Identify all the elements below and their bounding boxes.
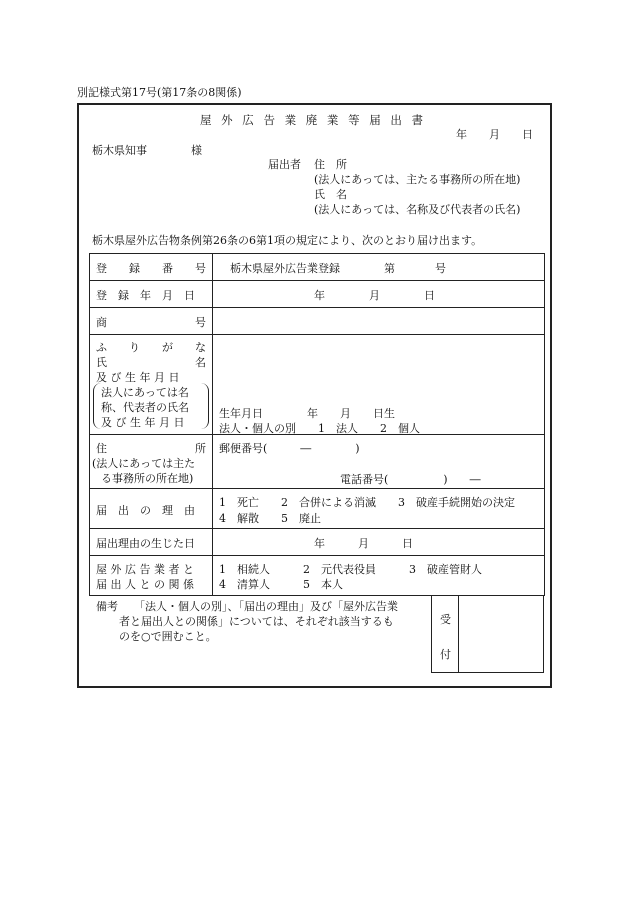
remarks-text: 者と届出人との関係」については、それぞれ該当するも xyxy=(119,615,394,628)
table-column-divider xyxy=(212,253,213,595)
reg-date-value: 年 月 日 xyxy=(314,289,435,302)
address-note: る事務所の所在地) xyxy=(101,472,194,485)
remarks-text: 「法人・個人の別」、「届出の理由」及び「屋外広告業 xyxy=(134,600,398,613)
table-hline xyxy=(89,555,545,556)
intro-text: 栃木県屋外広告物条例第26条の6第1項の規定により、次のとおり届け出ます。 xyxy=(92,234,483,247)
address-label: 住 所 xyxy=(96,442,206,455)
trade-name-label: 商 号 xyxy=(96,316,206,329)
applicant-name-label: 氏 名 xyxy=(314,188,347,201)
applicant-label: 届出者 xyxy=(268,158,301,171)
corporate-note-line: 称、代表者の氏名 xyxy=(101,401,189,414)
table-border-left xyxy=(89,253,90,595)
relation-label: 屋 外 広 告 業 者 と xyxy=(96,563,194,576)
reason-options: 4 解散 5 廃止 xyxy=(219,512,321,525)
form-number-note: 別記様式第17号(第17条の8関係) xyxy=(77,86,242,99)
table-hline xyxy=(89,334,545,335)
reg-date-label: 登 録 年 月 日 xyxy=(96,289,195,302)
receipt-divider xyxy=(458,595,459,673)
table-border-right xyxy=(544,253,545,595)
reg-number-prefix: 栃木県屋外広告業登録 xyxy=(230,262,340,275)
table-hline xyxy=(89,528,545,529)
reason-options: 1 死亡 2 合併による消滅 3 破産手続開始の決定 xyxy=(219,496,515,509)
entity-type-field: 法人・個人の別 1 法人 2 個人 xyxy=(219,422,420,435)
date-line: 年 月 日 xyxy=(456,128,533,141)
birth-date-field: 生年月日 年 月 日生 xyxy=(219,407,395,420)
table-hline xyxy=(89,307,545,308)
remarks-label: 備考 xyxy=(96,600,118,613)
reg-number-go: 号 xyxy=(435,262,446,275)
phone-field: 電話番号( ) ― xyxy=(340,473,481,486)
table-hline xyxy=(89,280,545,281)
applicant-address-note: (法人にあっては、主たる事務所の所在地) xyxy=(314,173,521,186)
form-title: 屋 外 広 告 業 廃 業 等 届 出 書 xyxy=(200,113,427,127)
addressee: 栃木県知事 様 xyxy=(92,144,202,157)
reason-label: 届 出 の 理 由 xyxy=(96,504,195,517)
table-hline xyxy=(89,253,545,254)
relation-options: 1 相続人 2 元代表役員 3 破産管財人 xyxy=(219,563,482,576)
postal-code-field: 郵便番号( ― ) xyxy=(219,442,360,455)
receipt-char: 受 xyxy=(440,613,451,626)
relation-label: 届 出 人 と の 関 係 xyxy=(96,578,194,591)
remarks-text: のを○で囲むこと。 xyxy=(119,630,217,643)
corporate-note-line: 法人にあっては名 xyxy=(101,386,189,399)
applicant-name-note: (法人にあっては、名称及び代表者の氏名) xyxy=(314,203,521,216)
address-note: (法人にあっては主た xyxy=(92,457,196,470)
name-label: 氏 名 xyxy=(96,356,206,369)
corporate-note-line: 及 び 生 年 月 日 xyxy=(101,416,185,429)
receipt-char: 付 xyxy=(440,648,451,661)
reason-date-value: 年 月 日 xyxy=(314,537,413,550)
reg-number-dai: 第 xyxy=(384,262,395,275)
reg-number-label: 登 録 番 号 xyxy=(96,262,206,275)
table-hline xyxy=(89,488,545,489)
furigana-label: ふ り が な xyxy=(96,341,206,354)
birth-label: 及 び 生 年 月 日 xyxy=(96,371,180,384)
relation-options: 4 清算人 5 本人 xyxy=(219,578,343,591)
applicant-address-label: 住 所 xyxy=(314,158,347,171)
reason-date-label: 届出理由の生じた日 xyxy=(96,537,195,550)
